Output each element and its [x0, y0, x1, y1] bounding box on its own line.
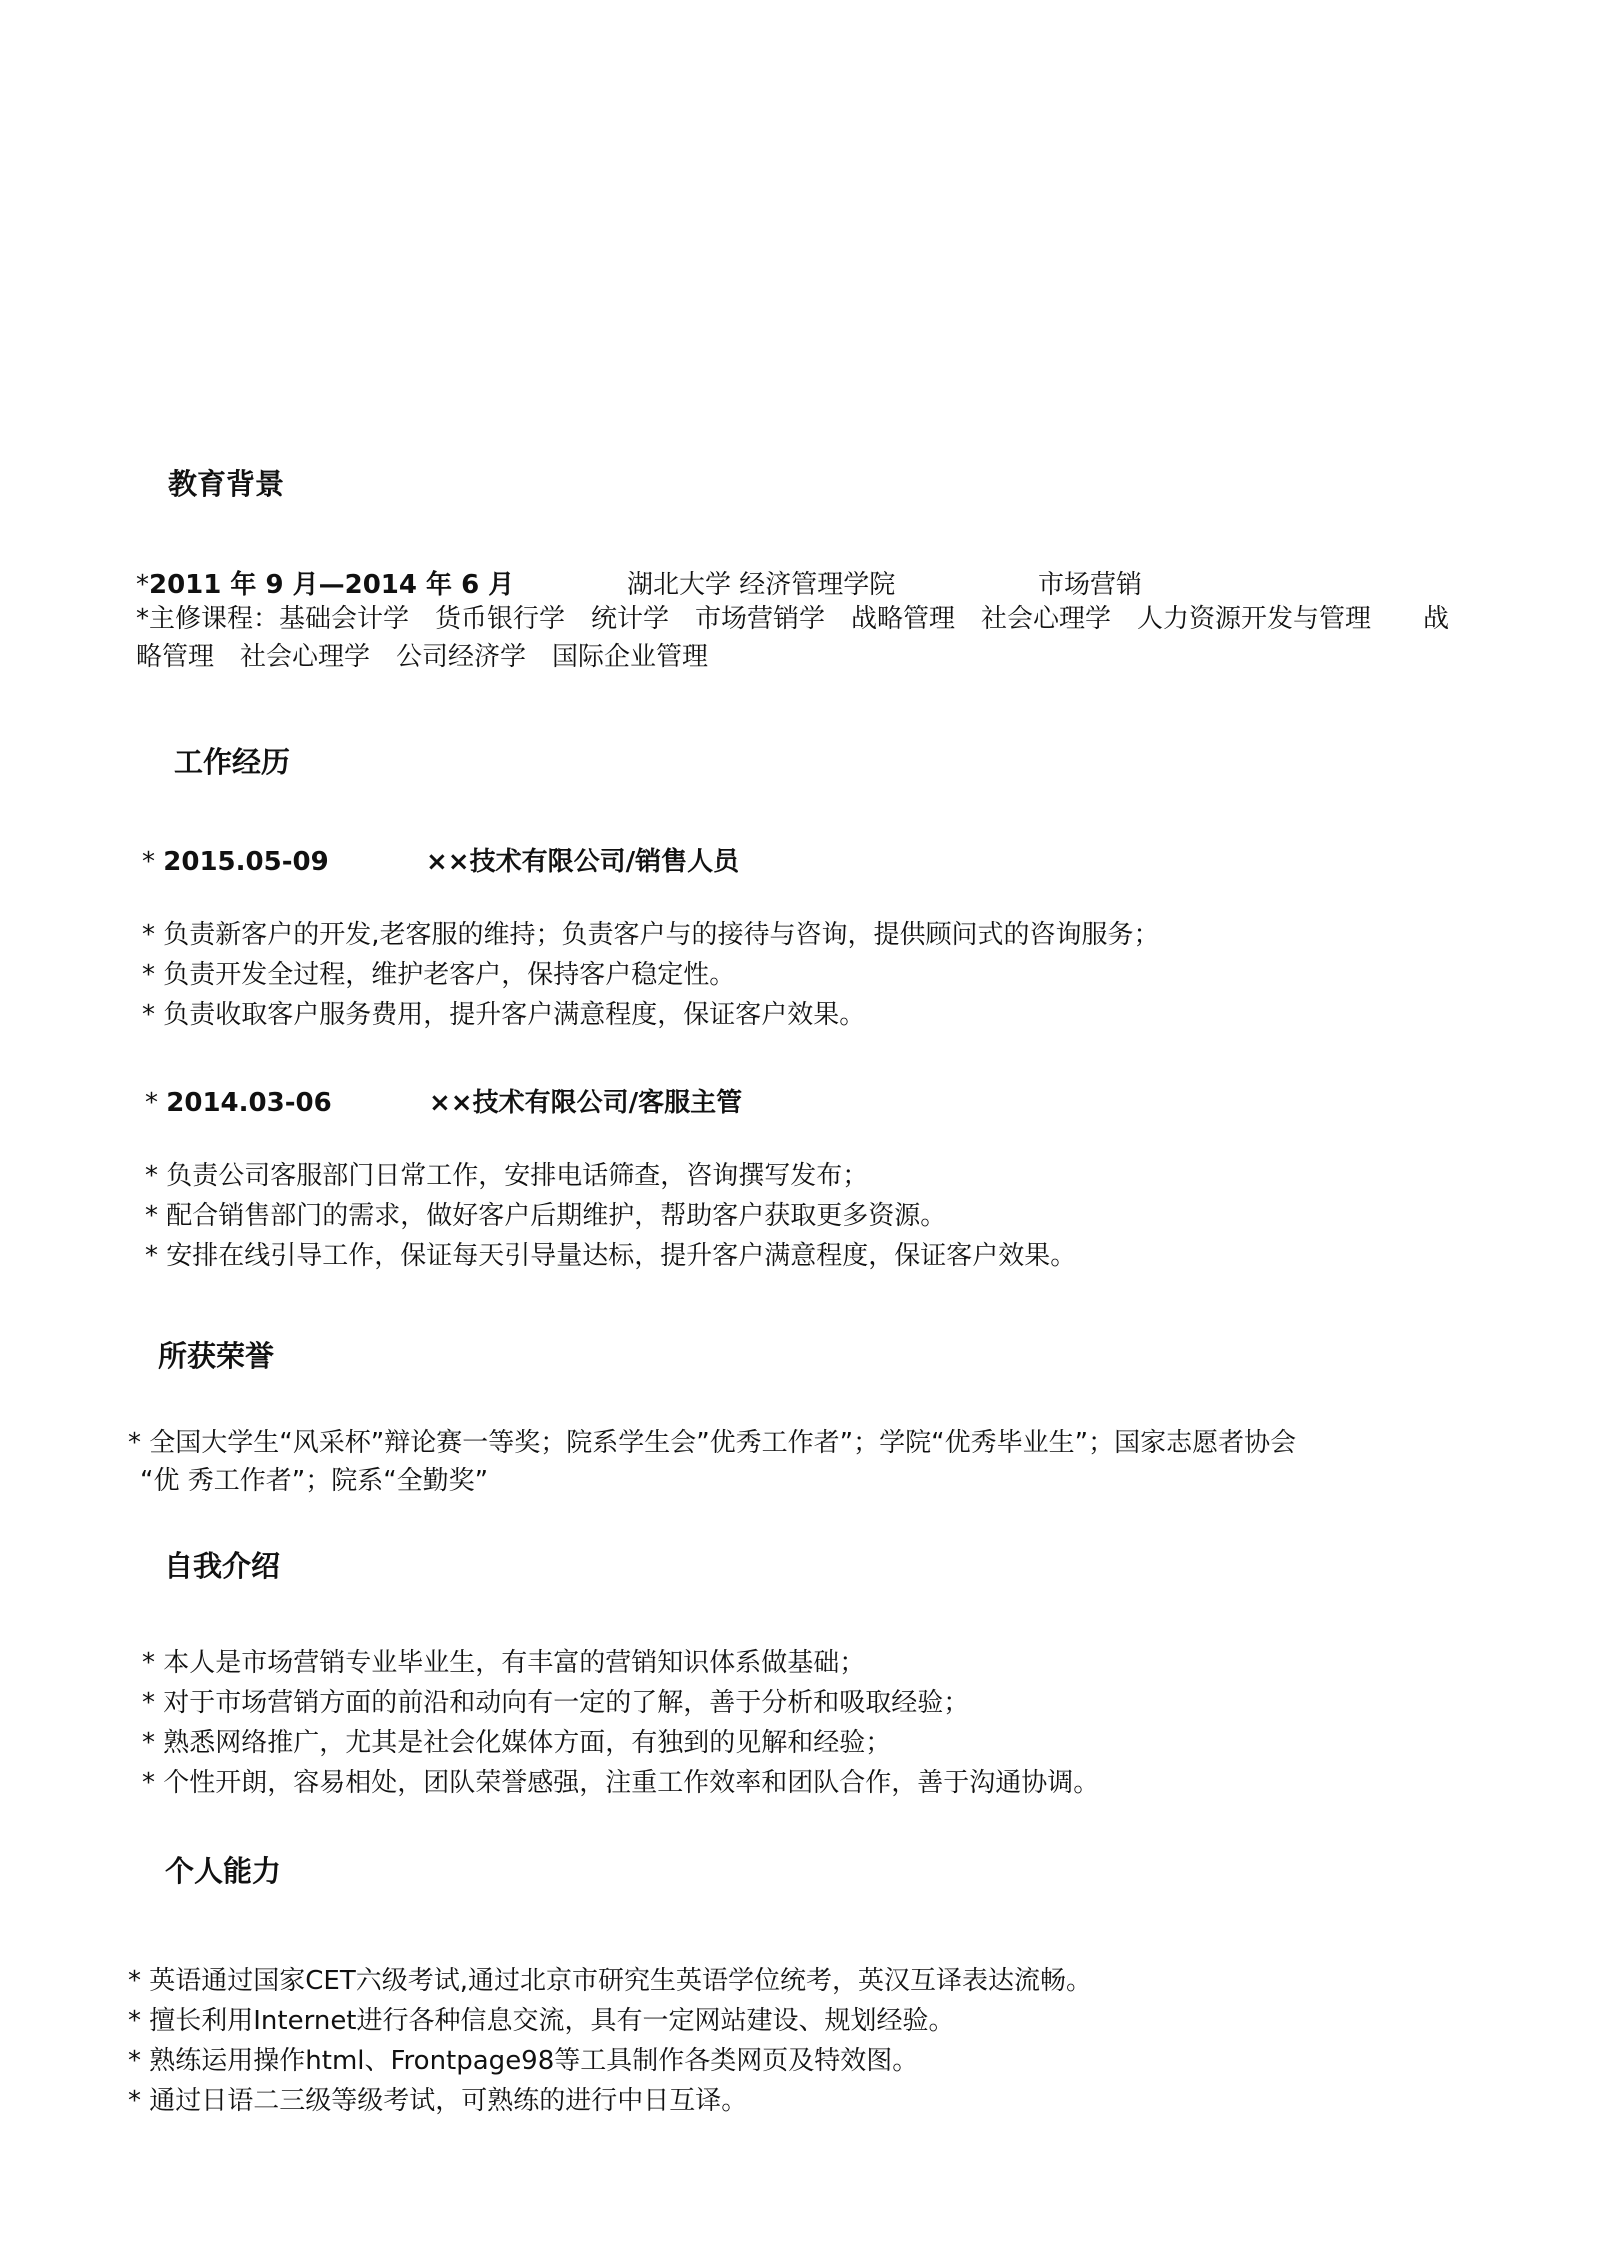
education-school: 湖北大学 经济管理学院	[627, 570, 896, 600]
job-2-header	[145, 1084, 332, 1122]
job-1-company: ××技术有限公司/销售人员	[426, 847, 740, 877]
education-period-prefix: *	[136, 570, 149, 600]
job-2-company: ××技术有限公司/客服主管	[429, 1088, 743, 1118]
job-1-duty-3: * 负责收取客户服务费用，提升客户满意程度，保证客户效果。	[142, 1000, 866, 1030]
self-intro-item-4: * 个性开朗，容易相处，团队荣誉感强，注重工作效率和团队合作，善于沟通协调。	[142, 1768, 1100, 1798]
job-1-period: 2015.05-09	[163, 847, 329, 877]
ability-item-1: * 英语通过国家CET六级考试,通过北京市研究生英语学位统考，英汉互译表达流畅。	[128, 1966, 1092, 1996]
self-intro-heading: 自我介绍	[164, 1549, 281, 1583]
self-intro-item-2: * 对于市场营销方面的前沿和动向有一定的了解，善于分析和吸取经验；	[142, 1688, 970, 1718]
job-2-duty-1: * 负责公司客服部门日常工作，安排电话筛查，咨询撰写发布；	[145, 1161, 869, 1191]
education-heading: 教育背景	[168, 467, 285, 501]
work-heading: 工作经历	[174, 745, 291, 779]
honors-heading: 所获荣誉	[158, 1339, 275, 1373]
job-1-header	[142, 843, 329, 881]
job-2-duty-3: * 安排在线引导工作，保证每天引导量达标，提升客户满意程度，保证客户效果。	[145, 1241, 1077, 1271]
self-intro-item-1: * 本人是市场营销专业毕业生，有丰富的营销知识体系做基础；	[142, 1648, 866, 1678]
ability-item-3: * 熟练运用操作html、Frontpage98等工具制作各类网页及特效图。	[128, 2046, 919, 2076]
job-2-duty-2: * 配合销售部门的需求，做好客户后期维护，帮助客户获取更多资源。	[145, 1201, 947, 1231]
job-2-prefix: *	[145, 1088, 158, 1118]
ability-item-4: * 通过日语二三级等级考试，可熟练的进行中日互译。	[128, 2086, 748, 2116]
job-2-period: 2014.03-06	[166, 1088, 332, 1118]
education-period: 2011 年 9 月—2014 年 6 月	[149, 570, 515, 600]
job-1-prefix: *	[142, 847, 155, 877]
education-courses-line1: *主修课程：基础会计学 货币银行学 统计学 市场营销学 战略管理 社会心理学 人力资源开发与管理 战	[136, 604, 1450, 634]
abilities-heading: 个人能力	[165, 1854, 282, 1888]
self-intro-item-3: * 熟悉网络推广，尤其是社会化媒体方面，有独到的见解和经验；	[142, 1728, 892, 1758]
education-period-row	[136, 566, 514, 604]
job-1-duty-1: * 负责新客户的开发,老客服的维持；负责客户与的接待与咨询，提供顾问式的咨询服务；	[142, 920, 1160, 950]
honors-line2: “优 秀工作者”；院系“全勤奖”	[140, 1466, 489, 1496]
job-1-duty-2: * 负责开发全过程，维护老客户，保持客户稳定性。	[142, 960, 736, 990]
ability-item-2: * 擅长利用Internet进行各种信息交流，具有一定网站建设、规划经验。	[128, 2006, 955, 2036]
honors-line1: * 全国大学生“风采杯”辩论赛一等奖；院系学生会”优秀工作者”；学院“优秀毕业生”；国家志愿者协会	[128, 1428, 1297, 1458]
education-major: 市场营销	[1038, 570, 1143, 600]
education-courses-line2: 略管理 社会心理学 公司经济学 国际企业管理	[136, 642, 709, 672]
